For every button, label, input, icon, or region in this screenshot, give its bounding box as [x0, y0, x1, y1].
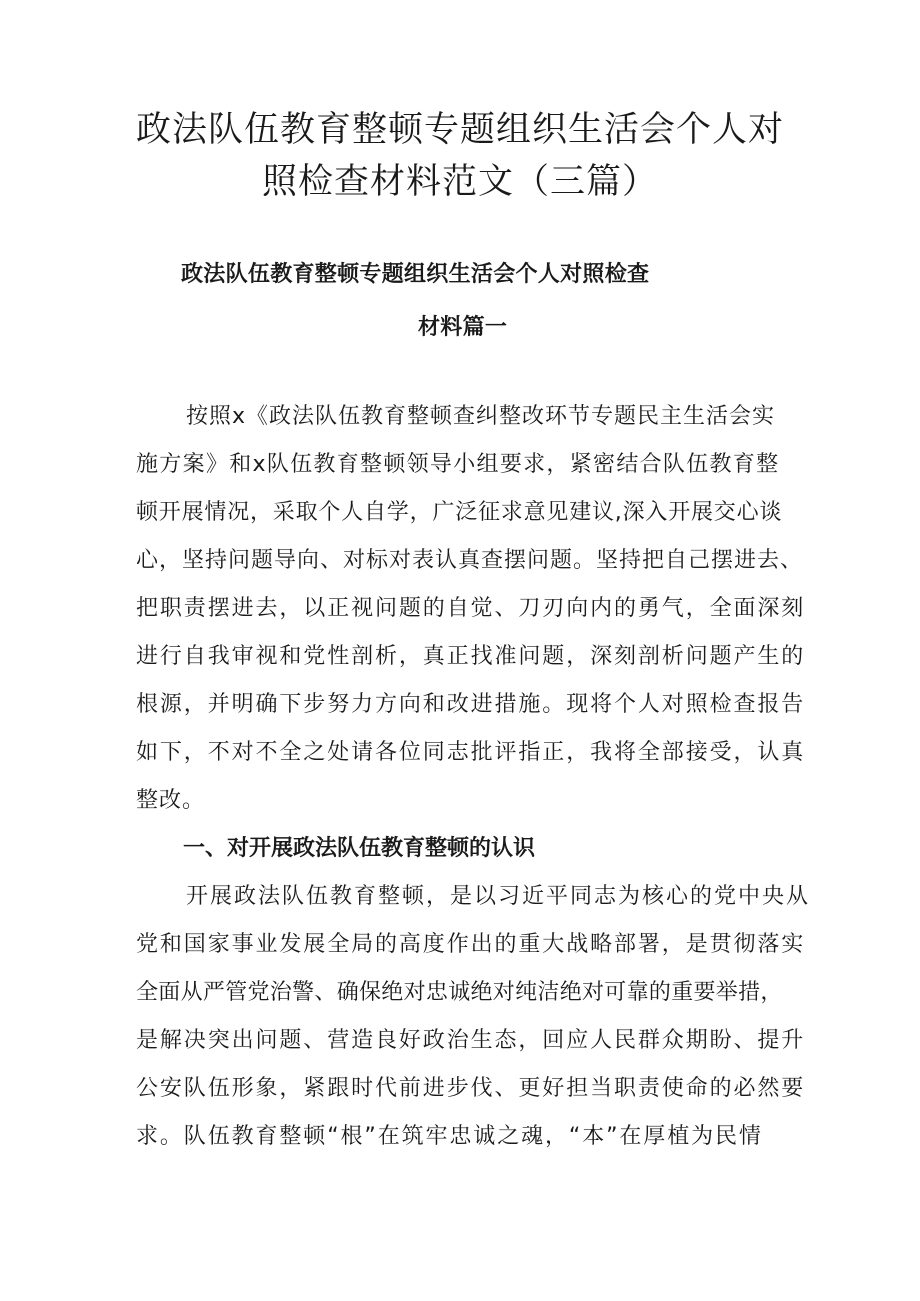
- paragraph-1-line: 心，坚持问题导向、对标对表认真查摆问题。坚持把自己摆进去、: [136, 548, 804, 573]
- document-title-line-2: 照检查材料范文（三篇）: [261, 162, 658, 202]
- paragraph-1-line: 把职责摆进去，以正视问题的自觉、刀刃向内的勇气，全面深刻: [136, 596, 806, 621]
- paragraph-2-line: 公安队伍形象，紧跟时代前进步伐、更好担当职责使命的必然要: [136, 1076, 806, 1101]
- paragraph-2-line: 求。队伍教育整顿“根”在筑牢忠诚之魂，“本”在厚植为民情: [136, 1124, 763, 1149]
- paragraph-1-line: 根源，并明确下步努力方向和改进措施。现将个人对照检查报告: [136, 692, 806, 717]
- section-heading: 一、对开展政法队伍教育整顿的认识: [183, 836, 536, 861]
- paragraph-2-line: 党和国家事业发展全局的高度作出的重大战略部署，是贯彻落实: [136, 932, 806, 957]
- paragraph-2-line: 开展政法队伍教育整顿，是以习近平同志为核心的党中央从: [186, 884, 811, 909]
- paragraph-1-line: 进行自我审视和党性剖析，真正找准问题，深刻剖析问题产生的: [136, 644, 806, 669]
- paragraph-1-line: 按照x《政法队伍教育整顿查纠整改环节专题民主生活会实: [186, 404, 776, 429]
- paragraph-2-line: 是解决突出问题、营造良好政治生态，回应人民群众期盼、提升: [136, 1028, 806, 1053]
- paragraph-1-line: 整改。: [136, 788, 206, 813]
- section-subtitle-line-2: 材料篇一: [418, 315, 508, 340]
- document-title-line-1: 政法队伍教育整顿专题组织生活会个人对: [135, 110, 784, 150]
- paragraph-2-line: 全面从严管党治警、确保绝对忠诚绝对纯洁绝对可靠的重要举措，: [136, 980, 783, 1005]
- paragraph-1-line: 施方案》和x队伍教育整顿领导小组要求，紧密结合队伍教育整: [136, 452, 780, 477]
- section-subtitle-line-1: 政法队伍教育整顿专题组织生活会个人对照检查: [181, 262, 650, 287]
- paragraph-1-line: 如下，不对不全之处请各位同志批评指正，我将全部接受，认真: [136, 740, 806, 765]
- paragraph-1-line: 顿开展情况，采取个人自学，广泛征求意见建议,深入开展交心谈: [136, 500, 783, 525]
